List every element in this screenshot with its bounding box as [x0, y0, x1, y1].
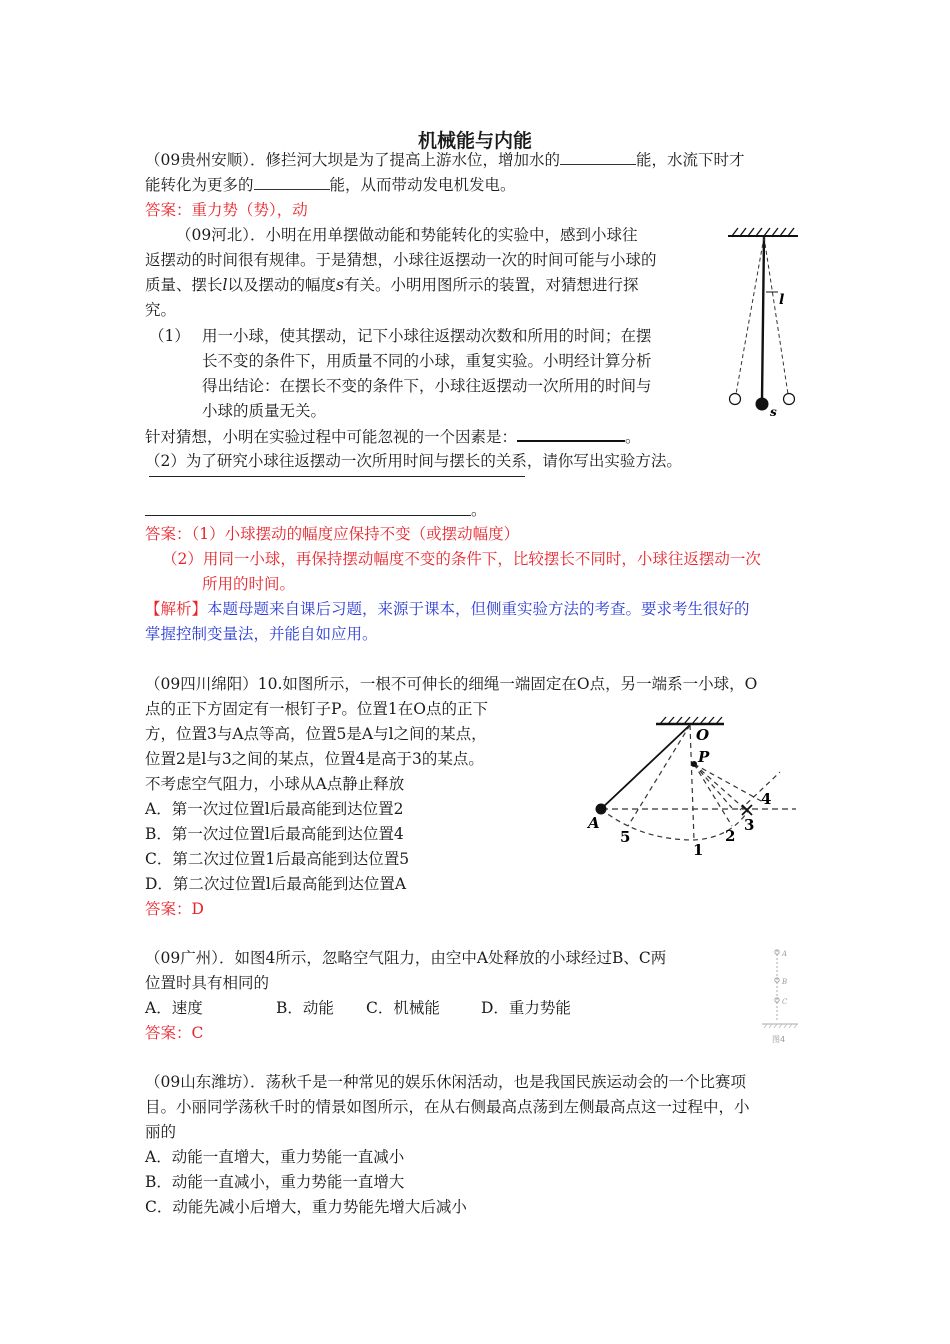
q4-option-d: D．重力势能 — [481, 999, 571, 1017]
q2-analysis-text-a: 本题母题来自课后习题，来源于课本，但侧重实验方法的考查。要求考生很好的 — [207, 600, 750, 618]
q2-p1-line1: 用一小球，使其摆动，记下小球往返摆动次数和所用的时间；在摆 — [202, 327, 652, 345]
q2-p1-line3: 得出结论：在摆长不变的条件下，小球往返摆动一次所用的时间与 — [202, 377, 652, 395]
q1-text-c: 能转化为更多的 — [145, 176, 254, 194]
pendulum-label-l: l — [779, 292, 785, 308]
q4-option-a: A．速度 — [145, 999, 203, 1017]
label-2: 2 — [725, 827, 736, 845]
q5-option-a: A．动能一直增大，重力势能一直减小 — [145, 1148, 405, 1166]
q2-p1-q-end: 。 — [625, 428, 641, 446]
q2-line3 — [145, 273, 638, 298]
falling-ball-figure — [758, 944, 804, 1048]
q2-answer-1: 答案：（1）小球摆动的幅度应保持不变（或摆动幅度） — [145, 525, 520, 543]
q5-line1: （09山东潍坊）．荡秋千是一种常见的娱乐休闲活动，也是我国民族运动会的一个比赛项 — [145, 1073, 746, 1091]
q2-p2-answer-line-2 — [145, 515, 471, 516]
q2-p1-line4: 小球的质量无关。 — [202, 402, 327, 420]
q1-line2 — [145, 173, 516, 198]
q1-blank-2 — [254, 173, 330, 190]
q4-line2: 位置时具有相同的 — [145, 974, 270, 992]
q2-analysis-line1 — [145, 597, 750, 622]
q1-text-a: 修拦河大坝是为了提高上游水位，增加水的 — [265, 151, 560, 169]
q3-line1: （09四川绵阳）10.如图所示，一根不可伸长的细绳一端固定在O点，另一端系一小球，O — [145, 675, 758, 693]
q3-option-c: C．第二次过位置1后最高能到达位置5 — [145, 850, 410, 868]
q2-answer-2a: （2）用同一小球，再保持摆动幅度不变的条件下，比较摆长不同时，小球往返摆动一次 — [162, 550, 761, 568]
q2-answer-2b: 所用的时间。 — [202, 575, 296, 593]
q1-answer: 答案：重力势（势），动 — [145, 201, 308, 219]
q5-option-c: C．动能先减小后增大，重力势能先增大后减小 — [145, 1198, 467, 1216]
q3-line5: 不考虑空气阻力，小球从A点静止释放 — [145, 775, 405, 793]
q5-line3: 丽的 — [145, 1123, 177, 1141]
q4-option-c: C．机械能 — [366, 999, 440, 1017]
q2-text-c: 有关。小明用图所示的装置，对猜想进行探 — [343, 276, 639, 294]
q1-source: （09贵州安顺）． — [145, 151, 266, 169]
q3-option-b: B．第一次过位置l后最高能到达位置4 — [145, 825, 404, 843]
q2-text-b: 以及摆动的幅度 — [227, 276, 336, 294]
q4-answer: 答案：C — [145, 1024, 204, 1042]
nail-pendulum-figure — [580, 712, 805, 860]
q3-option-d: D．第二次过位置l后最高能到达位置A — [145, 875, 407, 893]
q2-p1-number: （1） — [149, 327, 190, 345]
q2-p1-line2: 长不变的条件下，用质量不同的小球，重复实验。小明经计算分析 — [202, 352, 652, 370]
q2-p2-end: 。 — [471, 501, 487, 519]
q2-p1-question — [145, 424, 641, 450]
q1-line1 — [145, 148, 745, 173]
q4-option-b: B．动能 — [276, 999, 334, 1017]
q2-analysis-tag: 【解析】 — [145, 600, 208, 618]
q2-text-a: 质量、摆长 — [145, 276, 223, 294]
q3-line2: 点的正下方固定有一根钉子P。位置1在O点的正下 — [145, 700, 488, 718]
q2-line4: 究。 — [145, 301, 177, 319]
q2-p2-answer-line-1 — [149, 476, 525, 477]
q3-answer: 答案：D — [145, 900, 204, 918]
fig4-label-C: C — [782, 998, 788, 1006]
q2-var-l: l — [222, 276, 228, 294]
fig4-caption: 图4 — [772, 1035, 786, 1044]
q1-text-d: 能，从而带动发电机发电。 — [329, 176, 516, 194]
q2-p2-question: （2）为了研究小球往返摆动一次所用时间与摆长的关系，请你写出实验方法。 — [145, 452, 682, 470]
fig4-label-B: B — [782, 978, 788, 986]
q4-line1: （09广州）．如图4所示，忽略空气阻力，由空中A处释放的小球经过B、C两 — [145, 949, 667, 967]
q2-p1-q-text: 针对猜想，小明在实验过程中可能忽视的一个因素是： — [145, 428, 518, 446]
label-P: P — [698, 748, 710, 766]
q2-line1: （09河北）．小明在用单摆做动能和势能转化的实验中，感到小球往 — [176, 226, 638, 244]
label-4: 4 — [761, 790, 772, 808]
label-5: 5 — [620, 828, 631, 846]
q1-blank-1 — [560, 148, 636, 165]
page-title: 机械能与内能 — [417, 130, 532, 152]
label-O: O — [696, 726, 710, 744]
q2-analysis-line2: 掌握控制变量法，并能自如应用。 — [145, 625, 378, 643]
q3-line4: 位置2是l与3之间的某点，位置4是高于3的某点。 — [145, 750, 484, 768]
q5-option-b: B．动能一直减小，重力势能一直增大 — [145, 1173, 405, 1191]
q3-option-a: A．第一次过位置l后最高能到达位置2 — [145, 800, 404, 818]
q2-p1-answer-blank — [517, 424, 625, 442]
q2-var-s: s — [336, 276, 344, 294]
label-1: 1 — [693, 841, 704, 859]
q1-text-b: 能，水流下时才 — [636, 151, 745, 169]
label-A: A — [588, 814, 600, 832]
q2-line2: 返摆动的时间很有规律。于是猜想，小球往返摆动一次的时间可能与小球的 — [145, 251, 657, 269]
pendulum-label-s: s — [770, 405, 777, 419]
fig4-label-A: A — [782, 950, 788, 958]
label-3: 3 — [744, 816, 755, 834]
pendulum-figure — [722, 222, 804, 420]
q3-line3: 方，位置3与A点等高，位置5是A与l之间的某点， — [145, 725, 487, 743]
q5-line2: 目。小丽同学荡秋千时的情景如图所示，在从右侧最高点荡到左侧最高点这一过程中，小 — [145, 1098, 750, 1116]
